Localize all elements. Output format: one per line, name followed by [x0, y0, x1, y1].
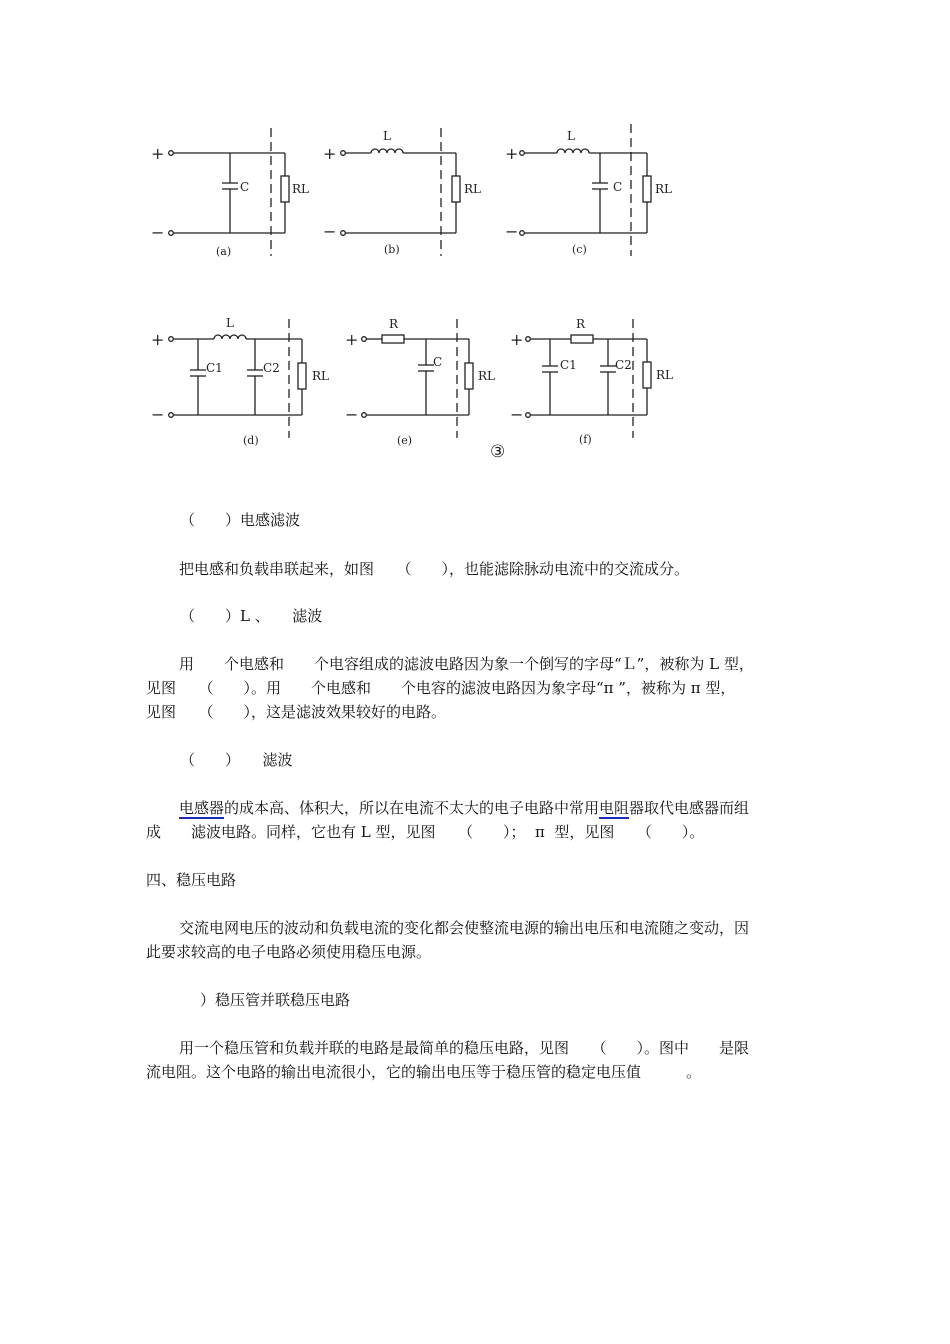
paragraph-l-pi-line1: 用 个电感和 个电容组成的滤波电路因为象一个倒写的字母“Ｌ”，被称为 L 型， [179, 655, 754, 673]
svg-text:C: C [240, 180, 250, 194]
svg-text:C1: C1 [560, 358, 577, 372]
filter-circuits-figure [0, 0, 950, 480]
svg-text:−: − [151, 223, 165, 242]
paragraph-l-pi-line3: 见图 （ ），这是滤波效果较好的电路。 [146, 703, 447, 721]
paragraph-rc-line1: 电感器的成本高、体积大，所以在电流不太大的电子电路中常用电阻器取代电感器而组 [179, 799, 750, 817]
svg-text:R: R [389, 317, 399, 331]
svg-text:+: + [151, 330, 165, 349]
circuit-a [151, 128, 309, 258]
paragraph-regulator-line1: 交流电网电压的波动和负载电流的变化都会使整流电源的输出电压和电流随之变动，因 [179, 919, 750, 937]
heading-voltage-regulator: 四、稳压电路 [146, 871, 237, 889]
heading-inductor-filter: （ ）电感滤波 [180, 511, 301, 529]
paragraph-regulator-line2: 此要求较高的电子电路必须使用稳压电源。 [146, 943, 432, 961]
svg-text:−: − [345, 405, 359, 424]
svg-text:RL: RL [292, 182, 310, 196]
svg-text:(b): (b) [384, 243, 400, 256]
circuit-c [505, 124, 672, 256]
svg-text:−: − [510, 405, 524, 424]
heading-zener-regulator: ）稳压管并联稳压电路 [200, 991, 351, 1009]
circuit-e [345, 317, 505, 462]
link-resistor[interactable]: 电阻 [599, 799, 630, 817]
circuit-d [151, 316, 329, 447]
paragraph-zener-line1: 用一个稳压管和负载并联的电路是最简单的稳压电路，见图 （ ）。图中 是限 [179, 1039, 750, 1057]
svg-text:RL: RL [478, 369, 496, 383]
svg-text:−: − [323, 222, 337, 241]
svg-text:RL: RL [656, 368, 674, 382]
link-inductor[interactable]: 电感器 [179, 799, 225, 817]
paragraph-zener-line2: 流电阻。这个电路的输出电流很小，它的输出电压等于稳压管的稳定电压值 。 [146, 1063, 702, 1081]
paragraph-inductor-filter: 把电感和负载串联起来，如图 （ ），也能滤除脉动电流中的交流成分。 [179, 560, 690, 578]
svg-text:C1: C1 [206, 361, 223, 375]
heading-rc-filter: （ ） 滤波 [180, 751, 293, 769]
svg-text:C2: C2 [263, 361, 280, 375]
svg-text:+: + [323, 144, 337, 163]
svg-text:L: L [383, 129, 391, 143]
heading-l-pi-filter: （ ）L 、 滤波 [180, 607, 323, 625]
svg-text:−: − [505, 222, 519, 241]
paragraph-rc-line2: 成 滤波电路。同样，它也有 L 型，见图 （ ）； π 型，见图 （ ）。 [146, 823, 705, 841]
svg-text:+: + [505, 144, 519, 163]
svg-text:(a): (a) [216, 245, 232, 258]
svg-text:(e): (e) [397, 434, 413, 447]
svg-text:C2: C2 [615, 358, 632, 372]
svg-text:L: L [226, 316, 234, 330]
svg-text:RL: RL [655, 182, 673, 196]
svg-text:(f): (f) [579, 433, 592, 446]
svg-text:RL: RL [312, 369, 330, 383]
svg-text:R: R [576, 317, 586, 331]
circuit-b [323, 128, 481, 256]
svg-text:(d): (d) [243, 434, 259, 447]
svg-text:RL: RL [464, 182, 482, 196]
svg-text:+: + [510, 330, 524, 349]
svg-text:③: ③ [490, 442, 506, 462]
svg-text:−: − [151, 405, 165, 424]
svg-text:+: + [151, 144, 165, 163]
circuit-f [510, 317, 673, 446]
paragraph-l-pi-line2: 见图 （ ）。用 个电感和 个电容的滤波电路因为象字母“π ”，被称为 π 型， [146, 679, 736, 697]
svg-text:(c): (c) [572, 243, 587, 256]
svg-text:C: C [613, 180, 623, 194]
svg-text:L: L [567, 129, 575, 143]
svg-text:+: + [345, 330, 359, 349]
svg-text:C: C [433, 355, 443, 369]
